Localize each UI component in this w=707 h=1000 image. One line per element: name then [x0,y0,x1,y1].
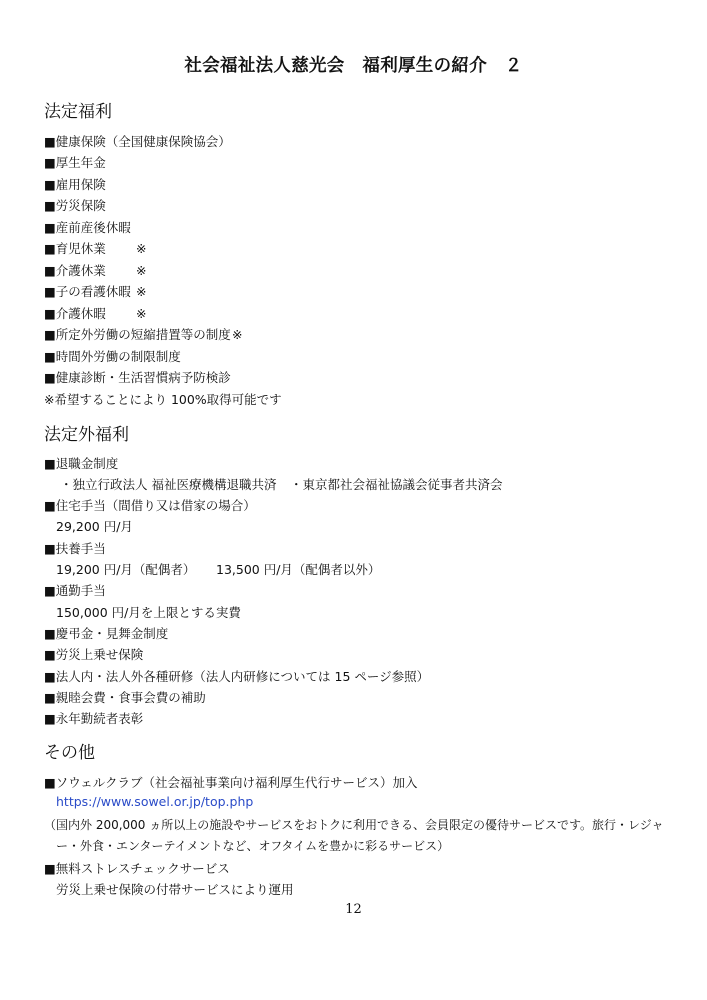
item-label: ■子の看護休暇 [44,284,131,299]
list-item: ■厚生年金 [44,155,106,170]
section-heading-nonstatutory: 法定外福利 [44,425,129,445]
note-mark: ※ [136,284,147,299]
sowel-link[interactable]: https://www.sowel.or.jp/top.php [56,794,254,809]
amount-other: 13,500 円/月（配偶者以外） [216,562,381,577]
list-item-with-mark [44,261,146,279]
list-item: ■住宅手当（間借り又は借家の場合） [44,498,256,513]
note-mark: ※ [232,327,243,342]
list-item-with-mark [44,304,146,322]
description-text: （国内外 200,000 ヵ所以上の施設やサービスをおトクに利用できる、会員限定の優待サービスです。旅行・レジャ [44,818,664,832]
item-label: ■所定外労働の短縮措置等の制度 [44,327,231,342]
list-item: ■労災保険 [44,198,106,213]
section-heading-other: その他 [44,743,95,763]
list-item-with-mark [44,325,242,343]
detail-text: ・東京都社会福祉協議会従事者共済会 [290,477,503,492]
item-label: ■育児休業 [44,241,106,256]
detail-text: ・独立行政法人 福祉医療機構退職共済 [60,477,277,492]
list-item: ■労災上乗せ保険 [44,647,144,662]
note-mark: ※ [136,241,147,256]
description-text: 労災上乗せ保険の付帯サービスにより運用 [56,882,294,897]
amount-text: 150,000 円/月を上限とする実費 [56,605,241,620]
amount-spouse: 19,200 円/月（配偶者） [56,562,196,577]
list-item: ■親睦会費・食事会費の補助 [44,690,206,705]
list-item: ■ソウェルクラブ（社会福祉事業向け福利厚生代行サービス）加入 [44,775,418,790]
list-item-with-mark [44,282,146,300]
list-item: ■永年勤続者表彰 [44,711,144,726]
section-heading-statutory: 法定福利 [44,102,112,122]
page-number: 12 [345,902,362,917]
item-label: ■介護休業 [44,263,106,278]
list-item: ■法人内・法人外各種研修（法人内研修については 15 ページ参照） [44,669,430,684]
list-item-with-mark [44,239,146,257]
amount-text: 29,200 円/月 [56,519,133,534]
list-item: ■時間外労働の制限制度 [44,349,181,364]
list-item: ■産前産後休暇 [44,220,131,235]
description-text: ー・外食・エンターテイメントなど、オフタイムを豊かに彩るサービス） [56,839,450,853]
list-item: ■雇用保険 [44,177,106,192]
item-label: ■介護休暇 [44,306,106,321]
list-item: ■退職金制度 [44,456,119,471]
note-mark: ※ [136,263,147,278]
note-mark: ※ [136,306,147,321]
list-item: ■慶弔金・見舞金制度 [44,626,169,641]
note-text: ※希望することにより 100%取得可能です [44,392,282,407]
list-item: ■健康診断・生活習慣病予防検診 [44,370,231,385]
page-title: 社会福祉法人慈光会 福利厚生の紹介 ２ [184,56,523,76]
list-item: ■無料ストレスチェックサービス [44,861,230,876]
list-item: ■健康保険（全国健康保険協会） [44,134,231,149]
list-item: ■扶養手当 [44,541,106,556]
list-item: ■通勤手当 [44,583,106,598]
list-item-detail [60,475,503,493]
amount-text [56,560,380,578]
